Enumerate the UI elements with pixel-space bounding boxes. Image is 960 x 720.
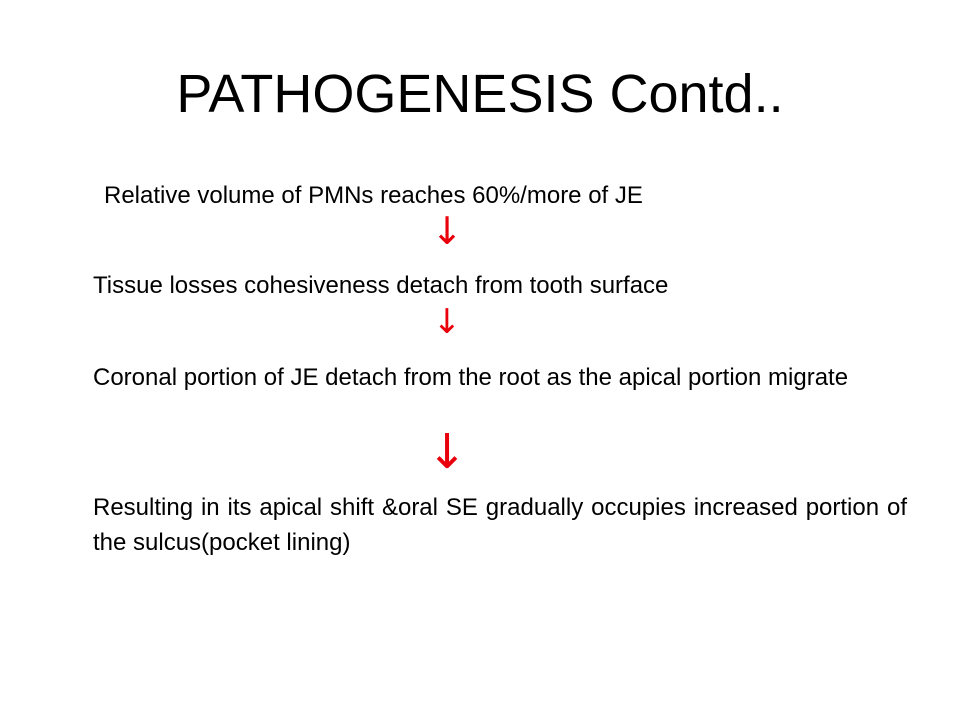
slide-title: PATHOGENESIS Contd.. [176,64,784,124]
down-arrow-icon: ↓ [431,209,463,253]
down-arrow-icon: ↓ [432,302,462,342]
flow-step-3: Coronal portion of JE detach from the root as the apical portion migrate [93,364,849,391]
flow-step-4: Resulting in its apical shift &oral SE gradually occupies increased portion of the sulcus(pocket lining) [93,494,907,556]
flow-step-1: Relative volume of PMNs reaches 60%/more of JE [104,182,643,209]
down-arrow-icon: ↓ [427,424,468,480]
flow-step-2: Tissue losses cohesiveness detach from tooth surface [93,272,669,299]
